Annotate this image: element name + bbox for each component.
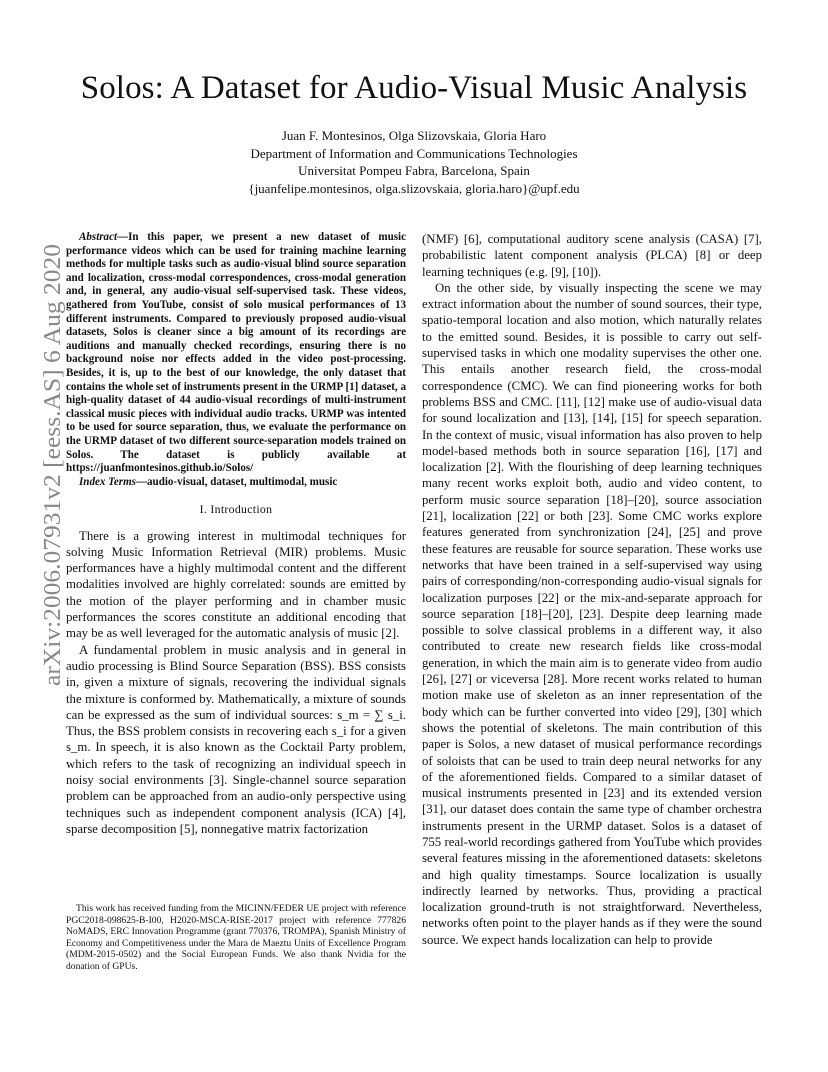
arxiv-sidebar-svg	[14, 242, 74, 687]
right-column	[422, 231, 762, 948]
abstract	[66, 231, 406, 476]
funding-footnote: This work has received funding from the MICINN/FEDER UE project with reference PGC2018-098625-B-I00, H2020-MSCA-RISE-2017 project with reference 777826 NoMADS, ERC Innovation Programme (grant 770376, TROMPA), Spanish Ministry of Economy and Competitiveness under the Mara de Maeztu Units of Excellence Program (MDM-2015-0502) and the Social European Funds. We also thank Nvidia for the donation of GPUs.	[66, 903, 406, 972]
left-column	[66, 231, 406, 837]
author-names: Juan F. Montesinos, Olga Slizovskaia, Gloria Haro	[281, 128, 547, 143]
intro-paragraph-3: (NMF) [6], computational auditory scene analysis (CASA) [7], probabilistic latent component analysis (PLCA) [8] or deep learning techniques (e.g. [9], [10]).	[422, 232, 762, 279]
abstract-body: In this paper, we present a new dataset of music performance videos which can be used for training machine learning methods for multiple tasks such as audio-visual blind source separation and localization, cross-modal correspondences, cross-modal generation and, in general, any audio-visual self-supervised task. These videos, gathered from YouTube, consist of solo musical performances of 13 different instruments. Compared to previously proposed audio-visual datasets, Solos is cleaner since a big amount of its recordings are auditions and manually checked recordings, ensuring there is no background noise nor effects added in the video post-processing. Besides, it is, up to the best of our knowledge, the only dataset that contains the whole set of instruments present in the URMP [1] dataset, a high-quality dataset of 44 audio-visual recordings of multi-instrument classical music pieces with individual audio tracks. URMP was intented to be used for source separation, thus, we evaluate the performance on the URMP dataset of two different source-separation models trained on Solos. The dataset is publicly available at https://juanfmontesinos.github.io/Solos/	[66, 231, 406, 475]
author-block	[0, 127, 828, 197]
paper-title: Solos: A Dataset for Audio-Visual Music Analysis	[80, 70, 748, 106]
arxiv-identifier	[14, 242, 74, 687]
intro-paragraph-1: There is a growing interest in multimodal techniques for solving Music Information Retrieval (MIR) problems. Music performances have a highly multimodal content and the different modalities involved are highly correlated: sounds are emitted by the motion of the player performing and in chamber music performances the scores constitute an additional encoding that may be as well leveraged for the automatic analysis of music [2].	[66, 528, 406, 641]
intro-paragraph-2: A fundamental problem in music analysis and in general in audio processing is Blind Source Separation (BSS). BSS consists in, given a mixture of signals, recovering the individual signals the mixture is conformed by. Mathematically, a mixture of sounds can be expressed as the sum of individual sources: s_m = ∑ s_i. Thus, the BSS problem consists in recovering each s_i for a given s_m. In speech, it is also known as the Cocktail Party problem, which refers to the task of recognizing an individual speech in noisy social environments [3]. Single-channel source separation problem can be approached from an audio-only perspective using techniques such as independent component analysis (ICA) [4], sparse decomposition [5], nonnegative matrix factorization	[66, 642, 406, 836]
index-terms-label: Index Terms—	[79, 475, 148, 488]
author-department: Department of Information and Communications Technologies	[250, 145, 578, 161]
arxiv-id-text: arXiv:2006.07931v2 [eess.AS] 6 Aug 2020	[40, 270, 66, 686]
index-terms-body: audio-visual, dataset, multimodal, music	[147, 475, 338, 488]
index-terms	[66, 476, 406, 490]
intro-paragraph-4: On the other side, by visually inspecting the scene we may extract information about the number of sound sources, their type, spatio-temporal location and also motion, which naturally relates to the emitted sound. Besides, it is possible to carry out self-supervised tasks in which one modality supervises the other one. This entails another research field, the cross-modal correspondence (CMC). We can find pioneering works for both problems BSS and CMC. [11], [12] make use of audio-visual data for sound localization and [13], [14], [15] for speech separation. In the context of music, visual information has also proven to help model-based methods both in source separation [16], [17] and localization [2]. With the flourishing of deep learning techniques many recent works exploit both, audio and video content, to perform music source separation [18]–[20], source association [21], localization [22] or both [23]. Some CMC works explore features generated from synchronization [24], [25] and prove these features are reusable for source separation. These works use networks that have been trained in a self-supervised way using pairs of corresponding/non-corresponding audio-visual signals for localization purposes [22] or the mix-and-separate approach for source separation [18]–[20], [23]. Despite deep learning made possible to solve classical problems in a different way, it also contributed to create new research fields like cross-modal generation, in which the main aim is to generate video from audio [26], [27] or viceversa [28]. More recent works related to human motion make use of skeleton as an inner representation of the body which can be further converted into video [29], [30] which shows the potential of skeletons. The main contribution of this paper is Solos, a new dataset of musical performance recordings of soloists that can be used to train deep neural networks for any of the aforementioned fields. Compared to a similar dataset of musical instruments presented in [23] and its extended version [31], our dataset does contain the same type of chamber orchestra instruments present in the URMP dataset. Solos is a dataset of 755 real-world recordings gathered from YouTube which provides several features missing in the aforementioned datasets: skeletons and high quality timestamps. Source localization is usually indirectly learned by networks. Thus, providing a practical localization ground-truth is not straightforward. Nevertheless, networks often point to the player hands as if they were the sound source. We expect hands localization can help to provide	[422, 280, 762, 947]
author-university: Universitat Pompeu Fabra, Barcelona, Spain	[298, 163, 530, 178]
abstract-label: Abstract—	[79, 231, 129, 243]
author-emails: {juanfelipe.montesinos, olga.slizovskaia, gloria.haro}@upf.edu	[248, 180, 580, 196]
section-heading-introduction: I. Introduction	[199, 502, 273, 517]
